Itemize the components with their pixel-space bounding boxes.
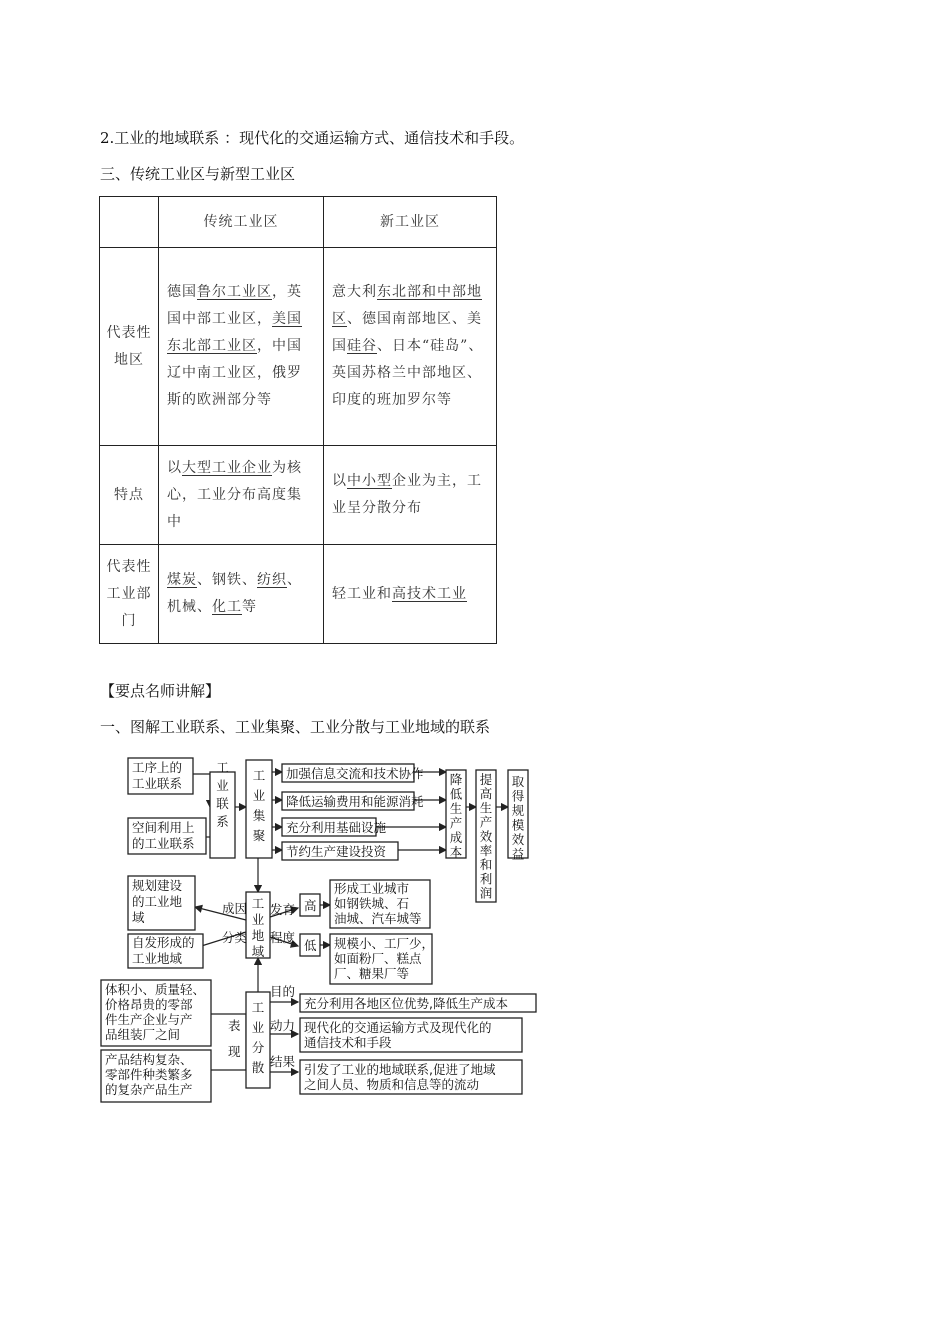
cell-text: ，英国中部工业区， [167, 284, 302, 327]
process-link-box [128, 758, 193, 794]
underlined-term: 纺织 [257, 572, 287, 588]
industry-relations-diagram [98, 752, 543, 1107]
power-label: 动力 [270, 1018, 296, 1033]
high-desc-line-1: 形成工业城市 [334, 881, 410, 896]
benefit-info-text: 加强信息交流和技术协作 [286, 766, 424, 781]
manifest-label-2: 现 [228, 1044, 241, 1059]
section-heading-key-points: 【要点名师讲解】 [100, 682, 221, 700]
benefit-box-infrastructure [282, 818, 387, 836]
cell-text: 企业为主，工业呈分散分布 [332, 473, 482, 516]
column-header-traditional: 传统工业区 [159, 197, 324, 248]
result-line-1: 引发了工业的地域联系,促进了地域 [304, 1062, 496, 1077]
industrial-link-box [210, 760, 235, 858]
benefit-box-investment [282, 842, 398, 860]
cell-text: 、机械、 [167, 572, 302, 615]
column-header-new: 新工业区 [324, 197, 497, 248]
product2-line-1: 产品结构复杂、 [105, 1052, 193, 1067]
classification-label: 分类 [222, 930, 248, 945]
high-level-desc-box [330, 880, 430, 928]
product1-line-1: 体积小、质量轻、 [105, 982, 206, 997]
cell-traditional-features [159, 446, 324, 545]
process-link-line-1: 工序上的 [132, 760, 183, 775]
underlined-term: 鲁尔工业区 [197, 284, 272, 300]
scale-benefit-box [508, 770, 528, 862]
cell-traditional-sectors [159, 545, 324, 644]
planned-region-line-1: 规划建设 [132, 878, 183, 893]
low-level-box [300, 934, 320, 956]
underlined-term: 高技术工业 [392, 585, 467, 602]
cell-text: 、日本“硅岛”、英国苏格兰中部地区、印度的班加罗尔等 [332, 338, 484, 408]
underlined-term: 煤炭 [167, 572, 197, 588]
product2-line-2: 零部件种类繁多 [105, 1067, 193, 1082]
benefit-box-info [282, 764, 424, 782]
industrial-region-box [246, 892, 270, 959]
underlined-term: 中小型 [347, 473, 392, 489]
low-level-desc-box [330, 934, 434, 984]
underlined-term: 硅谷 [347, 338, 377, 354]
result-line-2: 之间人员、物质和信息等的流动 [304, 1077, 480, 1092]
purpose-box [300, 994, 536, 1012]
cell-text: 为核心，工业分布高度集中 [167, 459, 302, 530]
low-level-label: 低 [304, 938, 317, 953]
cell-new-regions [324, 248, 497, 446]
product1-line-3: 件生产企业与产 [105, 1012, 193, 1027]
high-desc-line-2: 如钢铁城、石 [334, 896, 410, 911]
row-header-representative-sectors: 代表性工业部门 [100, 545, 159, 644]
industrial-region-label: 工业地域 [251, 896, 265, 959]
planned-region-box [128, 876, 195, 930]
manifest-label-1: 表 [228, 1018, 241, 1033]
underlined-term: 大型工业企业 [182, 459, 272, 476]
low-desc-line-3: 厂、糖果厂等 [334, 966, 410, 981]
cell-text: 等 [242, 599, 257, 615]
cell-text: 以 [167, 459, 182, 476]
dispersion-label: 工业分散 [251, 1000, 265, 1075]
high-desc-line-3: 油城、汽车城等 [334, 911, 422, 926]
cell-text: 、钢铁、 [197, 572, 257, 588]
product2-line-3: 的复杂产品生产 [105, 1082, 193, 1097]
cell-traditional-regions [159, 248, 324, 446]
benefit-transport-text: 降低运输费用和能源消耗 [286, 794, 424, 809]
section-line-industrial-links: 2.工业的地域联系 ：现代化的交通运输方式、通信技术和手段。 [100, 129, 525, 147]
scale-benefit-label: 取得规模效益 [511, 774, 525, 862]
space-link-box [128, 818, 206, 854]
high-level-label: 高 [304, 898, 317, 913]
purpose-label: 目的 [270, 984, 296, 999]
cell-text: 、德国南部地区、美国 [332, 311, 482, 354]
cell-text: 以 [332, 473, 347, 489]
product-type-1-box [101, 980, 211, 1046]
cell-text: ，中国辽中南工业区，俄罗斯的欧洲部分等 [167, 338, 302, 408]
benefit-infrastructure-text: 充分利用基础设施 [286, 820, 387, 835]
cell-text: 德国 [167, 284, 197, 300]
underlined-term: 美国东北部工业区 [167, 311, 302, 354]
agglomeration-box [246, 760, 272, 858]
spontaneous-region-line-2: 工业地域 [132, 951, 183, 966]
power-line-2: 通信技术和手段 [304, 1035, 392, 1050]
reduce-cost-box [446, 770, 466, 860]
dispersion-box [246, 992, 270, 1088]
underlined-term: 东北部和中部地区 [332, 284, 482, 327]
efficiency-label: 提高生产效率和利润 [479, 772, 493, 901]
purpose-text: 充分利用各地区位优势,降低生产成本 [304, 996, 508, 1011]
result-box [300, 1060, 522, 1094]
low-desc-line-2: 如面粉厂、糕点 [334, 951, 422, 966]
development-label: 发育 [270, 902, 296, 917]
process-link-line-2: 工业联系 [132, 776, 183, 791]
cell-text: 轻工业和 [332, 585, 392, 602]
space-link-line-1: 空间利用上 [132, 820, 195, 835]
spontaneous-region-box [128, 934, 203, 968]
spontaneous-region-line-1: 自发形成的 [132, 935, 195, 950]
cause-label: 成因 [222, 901, 248, 916]
planned-region-line-2: 的工业地 [132, 894, 183, 909]
high-level-box [300, 894, 320, 916]
product1-line-4: 品组装厂之间 [105, 1027, 181, 1042]
table-corner-cell [100, 197, 159, 248]
degree-label: 程度 [270, 930, 296, 945]
benefit-box-transport [282, 792, 424, 810]
product-type-2-box [101, 1050, 211, 1102]
benefit-investment-text: 节约生产建设投资 [286, 844, 387, 859]
row-header-representative-regions: 代表性地区 [100, 248, 159, 446]
reduce-cost-label: 降低生产成本 [449, 772, 463, 860]
low-desc-line-1: 规模小、工厂少， [334, 936, 435, 951]
cell-new-sectors [324, 545, 497, 644]
industrial-link-label: 工业联系 [216, 760, 229, 829]
underlined-term: 化工 [212, 599, 242, 615]
comparison-table [99, 196, 497, 644]
efficiency-box [476, 770, 496, 902]
power-box [300, 1018, 522, 1052]
result-label: 结果 [270, 1054, 296, 1069]
section-heading-diagram: 一、图解工业联系、工业集聚、工业分散与工业地域的联系 [100, 718, 491, 736]
section-heading-industrial-zones: 三、传统工业区与新型工业区 [100, 165, 296, 183]
planned-region-line-3: 域 [132, 910, 145, 925]
power-line-1: 现代化的交通运输方式及现代化的 [304, 1020, 492, 1035]
space-link-line-2: 的工业联系 [132, 836, 195, 851]
agglomeration-label: 工业集聚 [252, 768, 266, 843]
cell-text: 意大利 [332, 284, 377, 300]
cell-new-features [324, 446, 497, 545]
product1-line-2: 价格昂贵的零部 [105, 997, 193, 1012]
row-header-features: 特点 [100, 446, 159, 545]
